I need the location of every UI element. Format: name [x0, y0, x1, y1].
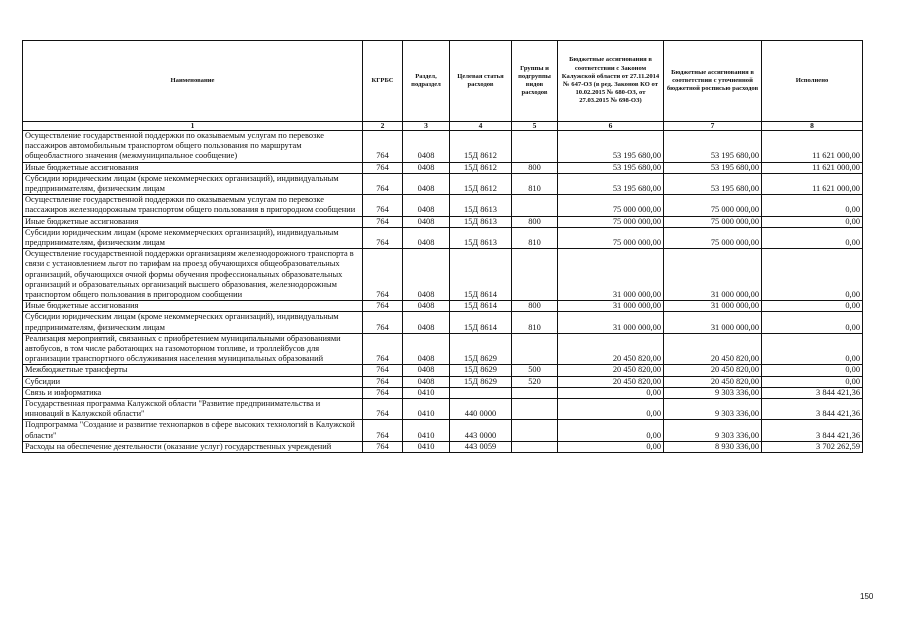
row-kgrbs: 764	[363, 399, 403, 420]
row-kgrbs: 764	[363, 376, 403, 387]
row-executed-amount: 0,00	[762, 249, 863, 301]
column-number-row	[23, 122, 863, 131]
row-group: 810	[512, 173, 558, 194]
row-target: 15Д 8612	[450, 131, 512, 163]
row-group	[512, 387, 558, 398]
row-target: 15Д 8614	[450, 301, 512, 312]
row-target	[450, 387, 512, 398]
row-name: Осуществление государственной поддержки организациям железнодорожного транспорта в связи с установлением льгот по тарифам на проезд обучающихся общеобразовательных организаций, обучающихся очной формы обучения профессиональных образовательных организаций и образовательных организаций высшего образования, железнодорожным транспортом общего пользования в пригородном сообщении	[23, 249, 363, 301]
row-name: Связь и информатика	[23, 387, 363, 398]
row-kgrbs: 764	[363, 333, 403, 365]
table-row	[23, 249, 863, 301]
table-row	[23, 441, 863, 452]
row-law-amount: 0,00	[558, 420, 664, 441]
row-law-amount: 20 450 820,00	[558, 376, 664, 387]
row-law-amount: 0,00	[558, 387, 664, 398]
row-target: 443 0000	[450, 420, 512, 441]
row-group	[512, 131, 558, 163]
row-executed-amount: 3 844 421,36	[762, 420, 863, 441]
row-group	[512, 399, 558, 420]
column-number: 2	[363, 122, 403, 131]
header-row	[23, 41, 863, 122]
row-law-amount: 53 195 680,00	[558, 173, 664, 194]
row-executed-amount: 0,00	[762, 216, 863, 227]
row-section: 0408	[403, 195, 450, 216]
row-section: 0408	[403, 376, 450, 387]
row-executed-amount: 0,00	[762, 333, 863, 365]
row-name: Субсидии юридическим лицам (кроме некоммерческих организаций), индивидуальным предпринимателям, физическим лицам	[23, 312, 363, 333]
row-section: 0408	[403, 216, 450, 227]
row-name: Иные бюджетные ассигнования	[23, 301, 363, 312]
row-group: 800	[512, 162, 558, 173]
row-section: 0410	[403, 420, 450, 441]
row-target: 15Д 8629	[450, 376, 512, 387]
page-number: 150	[860, 592, 874, 601]
row-law-amount: 75 000 000,00	[558, 195, 664, 216]
row-executed-amount: 0,00	[762, 301, 863, 312]
row-refined-amount: 53 195 680,00	[664, 173, 762, 194]
row-refined-amount: 75 000 000,00	[664, 227, 762, 248]
row-law-amount: 20 450 820,00	[558, 365, 664, 376]
row-executed-amount: 0,00	[762, 365, 863, 376]
row-law-amount: 75 000 000,00	[558, 227, 664, 248]
table-row	[23, 420, 863, 441]
column-number: 7	[664, 122, 762, 131]
column-number: 3	[403, 122, 450, 131]
table-row	[23, 399, 863, 420]
row-refined-amount: 31 000 000,00	[664, 301, 762, 312]
row-name: Осуществление государственной поддержки по оказываемым услугам по перевозке пассажиров железнодорожным транспортом общего пользования в пригородном сообщении	[23, 195, 363, 216]
row-section: 0408	[403, 131, 450, 163]
row-target: 15Д 8613	[450, 195, 512, 216]
row-target: 15Д 8613	[450, 216, 512, 227]
column-number: 4	[450, 122, 512, 131]
row-executed-amount: 0,00	[762, 227, 863, 248]
row-kgrbs: 764	[363, 162, 403, 173]
row-refined-amount: 53 195 680,00	[664, 131, 762, 163]
row-law-amount: 53 195 680,00	[558, 131, 664, 163]
table-row	[23, 227, 863, 248]
row-kgrbs: 764	[363, 387, 403, 398]
row-executed-amount: 11 621 000,00	[762, 162, 863, 173]
row-target: 15Д 8629	[450, 365, 512, 376]
column-number: 6	[558, 122, 664, 131]
row-refined-amount: 20 450 820,00	[664, 376, 762, 387]
row-name: Государственная программа Калужской области "Развитие предпринимательства и инноваций в Калужской области"	[23, 399, 363, 420]
row-target: 443 0059	[450, 441, 512, 452]
table-row	[23, 216, 863, 227]
row-executed-amount: 0,00	[762, 376, 863, 387]
row-executed-amount: 0,00	[762, 195, 863, 216]
table-row	[23, 162, 863, 173]
row-name: Реализация мероприятий, связанных с приобретением муниципальными образованиями автобусов, в том числе работающих на газомоторном топливе, и троллейбусов для организации транспортного обслуживания населения муниципальных образований	[23, 333, 363, 365]
row-name: Субсидии	[23, 376, 363, 387]
table-row	[23, 312, 863, 333]
column-number: 5	[512, 122, 558, 131]
row-section: 0408	[403, 312, 450, 333]
row-refined-amount: 9 303 336,00	[664, 399, 762, 420]
row-group	[512, 441, 558, 452]
table-body	[23, 131, 863, 453]
header-kgrbs: КГРБС	[363, 41, 403, 122]
row-target: 440 0000	[450, 399, 512, 420]
row-name: Субсидии юридическим лицам (кроме некоммерческих организаций), индивидуальным предпринимателям, физическим лицам	[23, 173, 363, 194]
row-executed-amount: 0,00	[762, 312, 863, 333]
row-target: 15Д 8612	[450, 173, 512, 194]
row-section: 0408	[403, 162, 450, 173]
row-kgrbs: 764	[363, 227, 403, 248]
row-refined-amount: 9 303 336,00	[664, 420, 762, 441]
row-refined-amount: 20 450 820,00	[664, 333, 762, 365]
row-name: Иные бюджетные ассигнования	[23, 216, 363, 227]
row-name: Межбюджетные трансферты	[23, 365, 363, 376]
row-executed-amount: 3 844 421,36	[762, 387, 863, 398]
row-refined-amount: 75 000 000,00	[664, 216, 762, 227]
row-law-amount: 0,00	[558, 441, 664, 452]
row-target: 15Д 8614	[450, 249, 512, 301]
row-refined-amount: 20 450 820,00	[664, 365, 762, 376]
row-group: 810	[512, 312, 558, 333]
row-group	[512, 195, 558, 216]
row-group	[512, 333, 558, 365]
row-section: 0410	[403, 399, 450, 420]
row-section: 0410	[403, 441, 450, 452]
header-law-allocations: Бюджетные ассигнования в соответствии с Законом Калужской области от 27.11.2014 № 647-ОЗ (в ред. Законов КО от 10.02.2015 № 680-ОЗ, от 27.03.2015 № 698-ОЗ)	[558, 41, 664, 122]
header-target: Целевая статья расходов	[450, 41, 512, 122]
row-section: 0408	[403, 333, 450, 365]
row-name: Подпрограмма "Создание и развитие технопарков в сфере высоких технологий в Калужской области"	[23, 420, 363, 441]
row-group: 520	[512, 376, 558, 387]
row-section: 0408	[403, 173, 450, 194]
row-group: 500	[512, 365, 558, 376]
row-name: Осуществление государственной поддержки по оказываемым услугам по перевозке пассажиров автомобильным транспортом общего пользования по маршрутам общеобластного значения (межмуниципальное сообщение)	[23, 131, 363, 163]
header-executed: Исполнено	[762, 41, 863, 122]
row-group	[512, 249, 558, 301]
table-row	[23, 333, 863, 365]
row-target: 15Д 8614	[450, 312, 512, 333]
row-group	[512, 420, 558, 441]
row-law-amount: 31 000 000,00	[558, 312, 664, 333]
row-kgrbs: 764	[363, 249, 403, 301]
row-law-amount: 20 450 820,00	[558, 333, 664, 365]
row-group: 810	[512, 227, 558, 248]
row-kgrbs: 764	[363, 131, 403, 163]
table-row	[23, 173, 863, 194]
row-section: 0408	[403, 365, 450, 376]
row-executed-amount: 11 621 000,00	[762, 173, 863, 194]
row-law-amount: 31 000 000,00	[558, 249, 664, 301]
row-refined-amount: 31 000 000,00	[664, 312, 762, 333]
row-target: 15Д 8629	[450, 333, 512, 365]
row-refined-amount: 9 303 336,00	[664, 387, 762, 398]
header-name: Наименование	[23, 41, 363, 122]
row-refined-amount: 8 930 336,00	[664, 441, 762, 452]
table-row	[23, 365, 863, 376]
row-law-amount: 75 000 000,00	[558, 216, 664, 227]
row-target: 15Д 8613	[450, 227, 512, 248]
header-section: Раздел, подраздел	[403, 41, 450, 122]
row-law-amount: 31 000 000,00	[558, 301, 664, 312]
header-refined-allocations: Бюджетные ассигнования в соответствии с уточненной бюджетной росписью расходов	[664, 41, 762, 122]
row-executed-amount: 11 621 000,00	[762, 131, 863, 163]
table-row	[23, 301, 863, 312]
row-executed-amount: 3 702 262,59	[762, 441, 863, 452]
budget-table	[22, 40, 863, 453]
row-kgrbs: 764	[363, 173, 403, 194]
row-law-amount: 0,00	[558, 399, 664, 420]
row-law-amount: 53 195 680,00	[558, 162, 664, 173]
header-groups: Группы и подгруппы видов расходов	[512, 41, 558, 122]
table-row	[23, 376, 863, 387]
row-group: 800	[512, 216, 558, 227]
row-refined-amount: 75 000 000,00	[664, 195, 762, 216]
row-name: Иные бюджетные ассигнования	[23, 162, 363, 173]
row-name: Расходы на обеспечение деятельности (оказание услуг) государственных учреждений	[23, 441, 363, 452]
table-row	[23, 195, 863, 216]
row-name: Субсидии юридическим лицам (кроме некоммерческих организаций), индивидуальным предпринимателям, физическим лицам	[23, 227, 363, 248]
row-kgrbs: 764	[363, 195, 403, 216]
row-section: 0408	[403, 249, 450, 301]
row-kgrbs: 764	[363, 312, 403, 333]
column-number: 8	[762, 122, 863, 131]
row-refined-amount: 31 000 000,00	[664, 249, 762, 301]
row-section: 0410	[403, 387, 450, 398]
column-number: 1	[23, 122, 363, 131]
row-target: 15Д 8612	[450, 162, 512, 173]
row-refined-amount: 53 195 680,00	[664, 162, 762, 173]
row-kgrbs: 764	[363, 441, 403, 452]
row-kgrbs: 764	[363, 216, 403, 227]
row-kgrbs: 764	[363, 301, 403, 312]
row-kgrbs: 764	[363, 420, 403, 441]
row-kgrbs: 764	[363, 365, 403, 376]
row-executed-amount: 3 844 421,36	[762, 399, 863, 420]
table-row	[23, 387, 863, 398]
row-group: 800	[512, 301, 558, 312]
table-row	[23, 131, 863, 163]
row-section: 0408	[403, 301, 450, 312]
row-section: 0408	[403, 227, 450, 248]
